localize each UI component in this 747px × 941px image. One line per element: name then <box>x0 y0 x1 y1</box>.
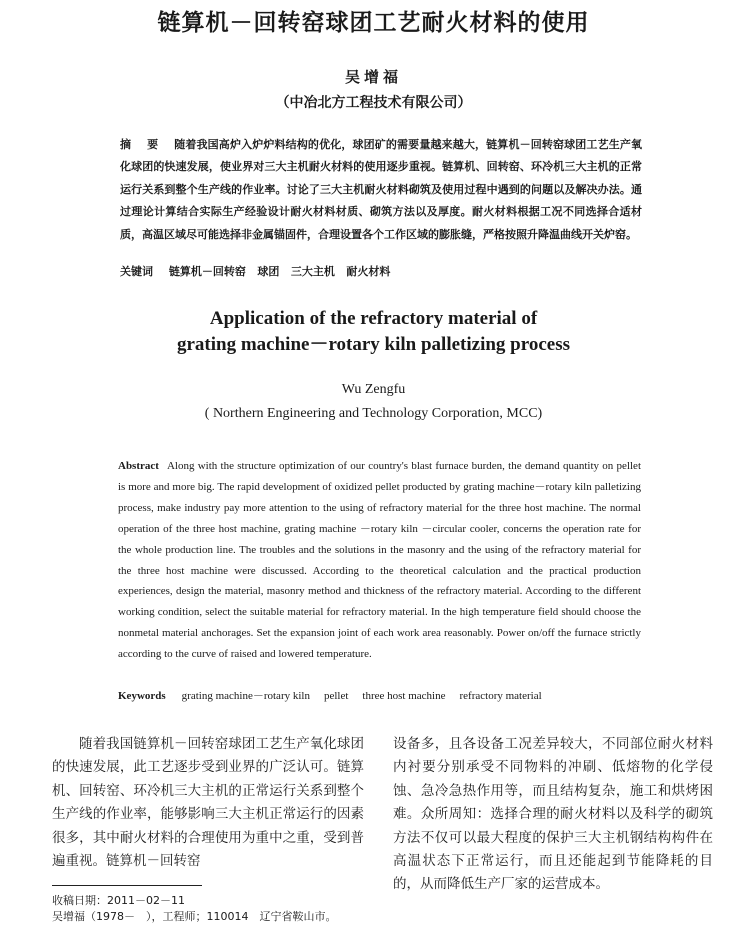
abstract-label-en: Abstract <box>118 460 159 472</box>
keyword-en: grating machine－rotary kiln <box>181 690 310 702</box>
paper-title-en <box>0 306 747 358</box>
affiliation-cn: （中冶北方工程技术有限公司） <box>275 95 472 111</box>
author-name-cn: 吴增福 <box>344 68 402 86</box>
footnote-author-bio: 吴增福（1978－ ），工程师；110014 辽宁省鞍山市。 <box>52 910 337 923</box>
keyword-cn: 三大主机 <box>290 265 335 278</box>
keyword-cn: 耐火材料 <box>346 265 391 278</box>
paper-title-en-line1: Application of the refractory material of <box>209 308 538 329</box>
keyword-en: three host machine <box>362 690 446 702</box>
footnote-divider <box>52 885 202 886</box>
affiliation-en: ( Northern Engineering and Technology Corporation, MCC) <box>204 406 543 421</box>
paper-title-cn: 链算机－回转窑球团工艺耐火材料的使用 <box>157 10 590 36</box>
keywords-label-cn: 关键词 <box>120 265 153 278</box>
abstract-en <box>118 456 641 665</box>
footnote-received-date: 收稿日期：2011－02－11 <box>52 894 185 907</box>
keywords-en <box>118 687 641 703</box>
abstract-cn <box>120 134 642 246</box>
keyword-en: refractory material <box>459 690 542 702</box>
abstract-text-en: Along with the structure optimization of our country's blast furnace burden, the demand quantity on pellet is more and more big. The rapid development of oxidized pellet producted by grating machine－rotary kiln palletizing process, make industry pay more attention to the using of refractory material for the three host machine. The normal operation of the three host machine, grating machine －rotary kiln －circular cooler, concerns the operation rate for the whole production line. The troubles and the solutions in the masonry and the using of the refractory material for the three host machine were discussed. According to the theoretical calculation and the practical production experiences, design the material, masonry method and thickness of the refractory material. According to the different working condition, select the suitable material for refractory material. In the high temperature field should choose the nonmetal material anchorages. Set the expansion joint of each work area reasonably. Power on/off the furnace strictly according to the curve of raised and lowered temperature. <box>118 460 641 661</box>
body-column-left: 随着我国链算机－回转窑球团工艺生产氧化球团的快速发展，此工艺逐步受到业界的广泛认可。链算机、回转窑、环冷机三大主机的正常运行关系到整个生产线的作业率，能够影响三大主机正常运行的因素很多，其中耐火材料的合理使用为重中之重，受到普遍重视。链算机－回转窑 <box>52 736 364 870</box>
keywords-label-en: Keywords <box>118 690 166 702</box>
body-column-right: 设备多，且各设备工况差异较大，不同部位耐火材料内衬要分别承受不同物料的冲刷、低熔物的化学侵蚀、急冷急热作用等，而且结构复杂，施工和烘烤困难。众所周知：选择合理的耐火材料以及科学的砌筑方法不仅可以最大程度的保护三大主机钢结构构件在高温状态下正常运行，而且还能起到节能降耗的目的，从而降低生产厂家的运营成本。 <box>393 736 713 893</box>
paper-title-en-line2: grating machine－rotary kiln palletizing process <box>176 334 570 355</box>
keywords-cn <box>120 263 642 279</box>
abstract-label-cn: 摘 要 <box>120 138 165 151</box>
abstract-text-cn: 随着我国高炉入炉炉料结构的优化，球团矿的需要量越来越大，链算机－回转窑球团工艺生产氧化球团的快速发展，使业界对三大主机耐火材料的使用逐步重视。链算机、回转窑、环冷机三大主机的正常运行关系到整个生产线的作业率。讨论了三大主机耐火材料砌筑及使用过程中遇到的问题以及解决办法。通过理论计算结合实际生产经验设计耐火材料材质、砌筑方法以及厚度。耐火材料根据工况不同选择合适材质，高温区域尽可能选择非金属锚固件，合理设置各个工作区域的膨胀缝，严格按照升降温曲线开关炉窑。 <box>120 138 642 241</box>
keyword-cn: 链算机－回转窑 <box>168 265 246 278</box>
author-name-en: Wu Zengfu <box>341 382 406 397</box>
keyword-en: pellet <box>323 690 349 702</box>
keyword-cn: 球团 <box>257 265 280 278</box>
